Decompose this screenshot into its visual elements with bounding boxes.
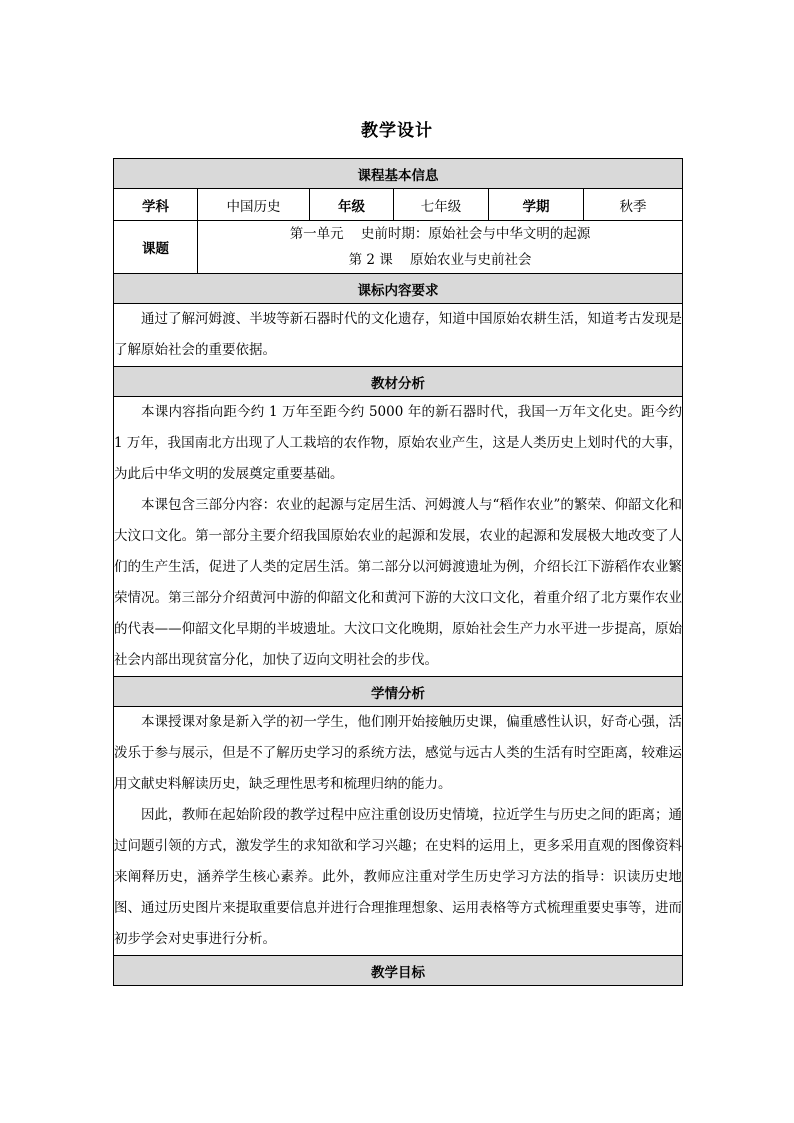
section-header-objectives: 教学目标	[114, 956, 683, 986]
grade-value: 七年级	[394, 189, 489, 221]
paragraph: 本课授课对象是新入学的初一学生，他们刚开始接触历史课，偏重感性认识，好奇心强，活泼乐于参与展示，但是不了解历史学习的系统方法，感觉与远古人类的生活有时空距离，较难运用文献史料解读历史，缺乏理性思考和梳理归纳的能力。	[114, 714, 683, 792]
subject-value: 中国历史	[198, 189, 310, 221]
subject-label: 学科	[114, 189, 198, 221]
paragraph: 因此，教师在起始阶段的教学过程中应注重创设历史情境，拉近学生与历史之间的距离；通过问题引领的方式，激发学生的求知欲和学习兴趣；在史料的运用上，更多采用直观的图像资料来阐释历史，涵养学生核心素养。此外，教师应注重对学生历史学习方法的指导：识读历史地图、通过历史图片来提取重要信息并进行合理推理想象、运用表格等方式梳理重要史事等，进而初步学会对史事进行分析。	[114, 807, 683, 947]
paragraph: 通过了解河姆渡、半坡等新石器时代的文化遗存，知道中国原始农耕生活，知道考古发现是了解原始社会的重要依据。	[114, 311, 683, 358]
lesson-design-table	[113, 158, 683, 986]
topic-value	[198, 221, 683, 274]
section-header-standards: 课标内容要求	[114, 274, 683, 304]
unit-title: 第一单元 史前时期：原始社会与中华文明的起源	[289, 226, 591, 242]
term-label: 学期	[489, 189, 584, 221]
lesson-title: 第 2 课 原始农业与史前社会	[348, 252, 532, 268]
learner-analysis-content	[114, 707, 683, 956]
section-header-basic-info: 课程基本信息	[114, 159, 683, 189]
textbook-analysis-content	[114, 397, 683, 677]
paragraph: 本课包含三部分内容：农业的起源与定居生活、河姆渡人与“稻作农业”的繁荣、仰韶文化和大汶口文化。第一部分主要介绍我国原始农业的起源和发展，农业的起源和发展极大地改变了人们的生产生活，促进了人类的定居生活。第二部分以河姆渡遗址为例，介绍长江下游稻作农业繁荣情况。第三部分介绍黄河中游的仰韶文化和黄河下游的大汶口文化，着重介绍了北方粟作农业的代表——仰韶文化早期的半坡遗址。大汶口文化晚期，原始社会生产力水平进一步提高，原始社会内部出现贫富分化，加快了迈向文明社会的步伐。	[114, 497, 683, 668]
standards-content	[114, 304, 683, 367]
document-title: 教学设计	[361, 121, 433, 141]
term-value: 秋季	[584, 189, 683, 221]
topic-label: 课题	[114, 221, 198, 274]
section-header-textbook-analysis: 教材分析	[114, 367, 683, 397]
section-header-learner-analysis: 学情分析	[114, 677, 683, 707]
grade-label: 年级	[310, 189, 394, 221]
paragraph: 本课内容指向距今约 1 万年至距今约 5000 年的新石器时代，我国一万年文化史。距今约 1 万年，我国南北方出现了人工栽培的农作物，原始农业产生，这是人类历史上划时代的大事，为此后中华文明的发展奠定重要基础。	[114, 404, 683, 482]
